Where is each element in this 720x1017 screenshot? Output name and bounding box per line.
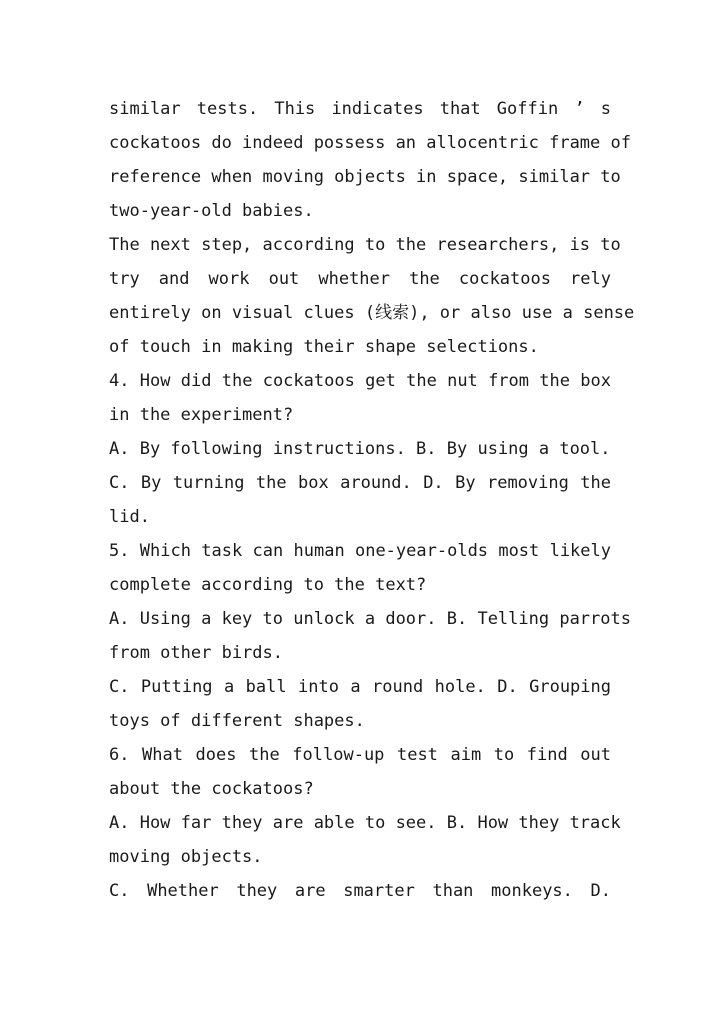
text-line: entirely on visual clues (线索), or also use a sense — [109, 303, 635, 323]
option-line: A. By following instructions. B. By using a tool. — [109, 439, 611, 459]
text-line: two-year-old babies. — [109, 201, 314, 221]
text-line: The next step, according to the researchers, is to — [109, 235, 621, 255]
option-line: C. By turning the box around. D. By removing the — [109, 473, 611, 493]
text-line: of touch in making their shape selections. — [109, 337, 539, 357]
text-line: similar tests. This indicates that Goffin ’ s — [109, 99, 611, 119]
option-line: lid. — [109, 507, 150, 527]
option-line: C. Whether they are smarter than monkeys. D. — [109, 881, 611, 901]
question-line: in the experiment? — [109, 405, 294, 425]
option-line: A. Using a key to unlock a door. B. Telling parrots — [109, 609, 631, 629]
question-line: complete according to the text? — [109, 575, 427, 595]
text-line: reference when moving objects in space, similar to — [109, 167, 621, 187]
text-line: cockatoos do indeed possess an allocentric frame of — [109, 133, 631, 153]
option-line: C. Putting a ball into a round hole. D. Grouping — [109, 677, 611, 697]
question-line: 5. Which task can human one-year-olds most likely — [109, 541, 611, 561]
option-line: A. How far they are able to see. B. How they track — [109, 813, 621, 833]
option-line: toys of different shapes. — [109, 711, 365, 731]
document-text — [109, 92, 635, 908]
question-line: 6. What does the follow-up test aim to find out — [109, 745, 611, 765]
question-line: 4. How did the cockatoos get the nut from the box — [109, 371, 611, 391]
option-line: moving objects. — [109, 847, 263, 867]
text-line: try and work out whether the cockatoos rely — [109, 269, 611, 289]
option-line: from other birds. — [109, 643, 283, 663]
question-line: about the cockatoos? — [109, 779, 314, 799]
